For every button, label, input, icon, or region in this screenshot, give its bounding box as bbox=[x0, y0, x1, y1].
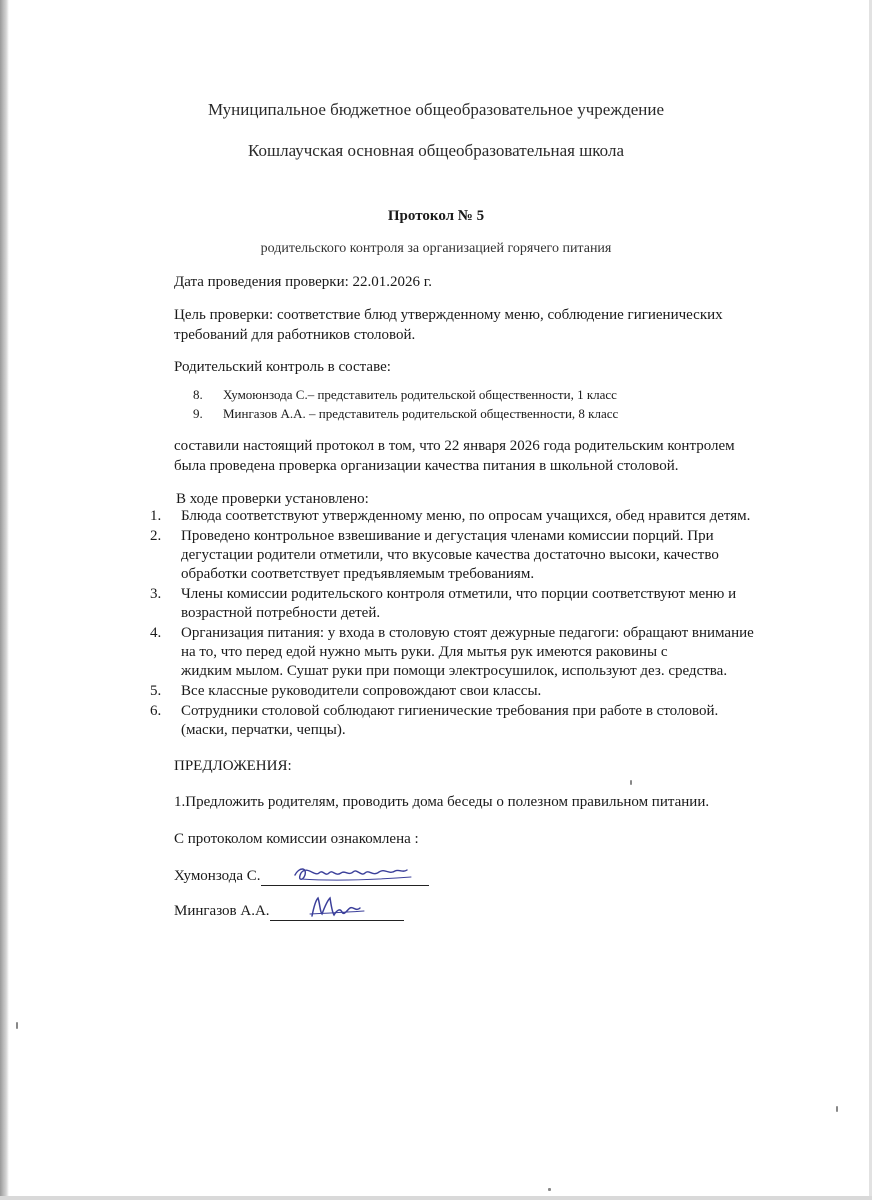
signature-line bbox=[270, 904, 404, 921]
finding-line: Члены комиссии родительского контроля отметили, что порции соответствуют меню и bbox=[181, 586, 737, 602]
document-subtitle: родительского контроля за организацией горячего питания bbox=[260, 241, 612, 256]
member-text: Мингазов А.А. – представитель родительской общественности, 8 класс bbox=[223, 406, 619, 421]
goal-line: Цель проверки: соответствие блюд утвержденному меню, соблюдение гигиенических bbox=[174, 307, 723, 323]
finding-number: 2. bbox=[150, 528, 162, 544]
finding-item bbox=[150, 507, 810, 526]
member-number: 9. bbox=[193, 406, 203, 421]
scan-speck bbox=[836, 1106, 838, 1112]
finding-text bbox=[181, 527, 810, 584]
findings-label: В ходе проверки установлено: bbox=[176, 491, 369, 507]
scan-edge-bottom bbox=[0, 1196, 872, 1200]
finding-text bbox=[181, 624, 810, 681]
proposal-item: 1.Предложить родителям, проводить дома беседы о полезном правильном питании. bbox=[174, 794, 710, 810]
acknowledgement-line: С протоколом комиссии ознакомлена : bbox=[174, 831, 419, 847]
institution-header: Муниципальное бюджетное общеобразовательное учреждение bbox=[207, 100, 665, 119]
member-text: Хумоюнзода С.– представитель родительской общественности, 1 класс bbox=[223, 387, 617, 402]
signature-scribble-icon bbox=[261, 861, 429, 887]
signature-scribble-icon bbox=[270, 894, 404, 922]
summary-line: была проведена проверка организации качества питания в школьной столовой. bbox=[174, 458, 679, 474]
proposals-heading: ПРЕДЛОЖЕНИЯ: bbox=[174, 758, 292, 774]
finding-number: 3. bbox=[150, 586, 162, 602]
finding-line: на то, что перед едой нужно мыть руки. Для мытья рук имеются раковины с bbox=[181, 644, 668, 660]
finding-line: дегустации родители отметили, что вкусовые качества достаточно высоки, качество bbox=[181, 547, 719, 563]
summary-line: составили настоящий протокол в том, что 22 января 2026 года родительским контролем bbox=[174, 438, 735, 454]
findings-list bbox=[150, 507, 810, 741]
scan-speck bbox=[548, 1188, 551, 1191]
composition-label: Родительский контроль в составе: bbox=[174, 359, 391, 375]
finding-line: Проведено контрольное взвешивание и дегустация членами комиссии порций. При bbox=[181, 528, 714, 544]
finding-item bbox=[150, 527, 810, 584]
finding-text bbox=[181, 702, 810, 740]
member-number: 8. bbox=[193, 387, 203, 402]
member-item bbox=[193, 385, 618, 404]
scan-speck bbox=[630, 780, 632, 785]
signer-name: Хумонзода С. bbox=[174, 868, 261, 884]
finding-item bbox=[150, 682, 810, 701]
members-list bbox=[193, 385, 618, 423]
scan-edge-left bbox=[0, 0, 9, 1200]
finding-line: Блюда соответствуют утвержденному меню, по опросам учащихся, обед нравится детям. bbox=[181, 508, 751, 524]
finding-text bbox=[181, 507, 810, 526]
signature-row bbox=[174, 901, 404, 921]
member-item bbox=[193, 404, 618, 423]
finding-line: Организация питания: у входа в столовую стоят дежурные педагоги: обращают внимание bbox=[181, 625, 754, 641]
finding-number: 6. bbox=[150, 703, 162, 719]
finding-item bbox=[150, 702, 810, 740]
finding-item bbox=[150, 585, 810, 623]
finding-line: Сотрудники столовой соблюдают гигиенические требования при работе в столовой. bbox=[181, 703, 719, 719]
finding-number: 5. bbox=[150, 683, 162, 699]
school-name: Кошлаучская основная общеобразовательная школа bbox=[248, 141, 624, 160]
scan-speck bbox=[16, 1022, 18, 1029]
finding-line: (маски, перчатки, чепцы). bbox=[181, 722, 346, 738]
finding-item bbox=[150, 624, 810, 681]
finding-text bbox=[181, 682, 810, 701]
finding-line: возрастной потребности детей. bbox=[181, 605, 381, 621]
signature-line bbox=[261, 869, 429, 886]
signature-row bbox=[174, 866, 429, 886]
finding-text bbox=[181, 585, 810, 623]
finding-line: обработки соответствует предъявляемым требованиям. bbox=[181, 566, 535, 582]
document-title: Протокол № 5 bbox=[387, 208, 485, 224]
finding-number: 1. bbox=[150, 508, 162, 524]
summary-paragraph bbox=[174, 436, 814, 476]
inspection-date: Дата проведения проверки: 22.01.2026 г. bbox=[174, 274, 432, 290]
goal-line: требований для работников столовой. bbox=[174, 327, 416, 343]
finding-line: Все классные руководители сопровождают свои классы. bbox=[181, 683, 542, 699]
inspection-goal bbox=[174, 305, 814, 345]
finding-line: жидким мылом. Сушат руки при помощи электросушилок, используют дез. средства. bbox=[181, 663, 728, 679]
signer-name: Мингазов А.А. bbox=[174, 903, 270, 919]
finding-number: 4. bbox=[150, 625, 162, 641]
